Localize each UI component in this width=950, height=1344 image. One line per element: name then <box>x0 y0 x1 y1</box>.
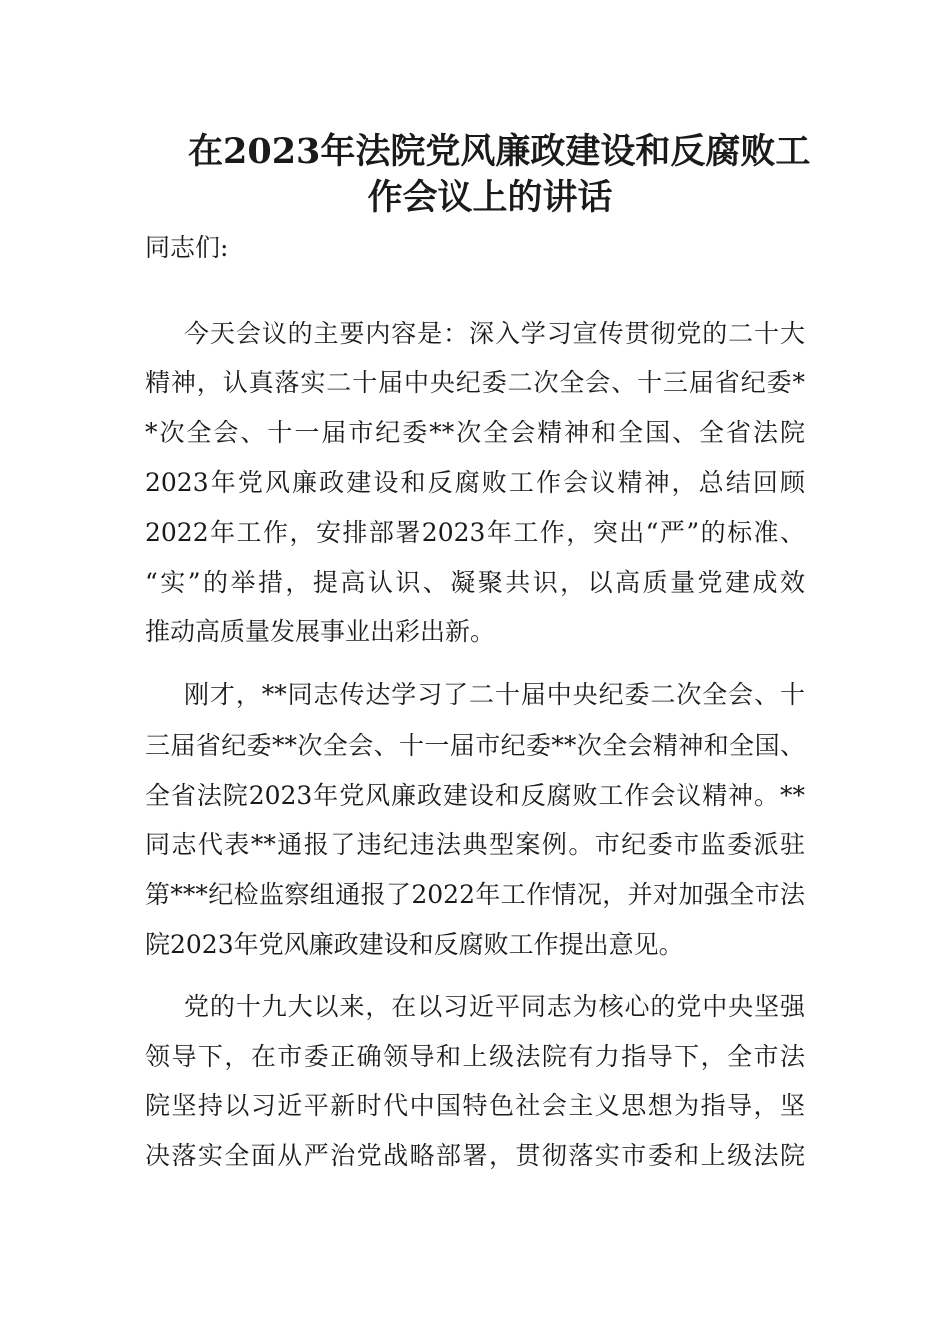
paragraph-1-line-2: 精神，认真落实二十届中央纪委二次全会、十三届省纪委* <box>145 368 805 397</box>
salutation: 同志们: <box>145 233 229 262</box>
paragraph-2-line-5: 第***纪检监察组通报了2022年工作情况，并对加强全市法 <box>145 880 805 909</box>
paragraph-1-line-7: 推动高质量发展事业出彩出新。 <box>145 617 496 646</box>
paragraph-1-line-1: 今天会议的主要内容是：深入学习宣传贯彻党的二十大 <box>184 319 805 348</box>
paragraph-1-line-6: “实”的举措，提高认识、凝聚共识，以高质量党建成效 <box>145 568 805 597</box>
paragraph-2-line-4: 同志代表**通报了违纪违法典型案例。市纪委市监委派驻 <box>145 830 805 859</box>
paragraph-2-line-3: 全省法院2023年党风廉政建设和反腐败工作会议精神。** <box>145 781 805 810</box>
paragraph-1-line-5: 2022年工作，安排部署2023年工作，突出“严”的标准、 <box>145 518 805 547</box>
paragraph-1-line-4: 2023年党风廉政建设和反腐败工作会议精神，总结回顾 <box>145 468 805 497</box>
document-title-line-1: 在2023年法院党风廉政建设和反腐败工 <box>188 131 811 172</box>
paragraph-1-line-3: *次全会、十一届市纪委**次全会精神和全国、全省法院 <box>145 418 805 447</box>
paragraph-3-line-3: 院坚持以习近平新时代中国特色社会主义思想为指导，坚 <box>145 1091 805 1120</box>
paragraph-3-line-4: 决落实全面从严治党战略部署，贯彻落实市委和上级法院 <box>145 1141 805 1170</box>
paragraph-3-line-2: 领导下，在市委正确领导和上级法院有力指导下，全市法 <box>145 1042 805 1071</box>
document-title-line-2: 作会议上的讲话 <box>367 177 613 218</box>
paragraph-2-line-6: 院2023年党风廉政建设和反腐败工作提出意见。 <box>145 930 684 959</box>
paragraph-2-line-2: 三届省纪委**次全会、十一届市纪委**次全会精神和全国、 <box>145 731 805 760</box>
paragraph-2-line-1: 刚才，**同志传达学习了二十届中央纪委二次全会、十 <box>184 680 805 709</box>
paragraph-3-line-1: 党的十九大以来，在以习近平同志为核心的党中央坚强 <box>184 992 805 1021</box>
